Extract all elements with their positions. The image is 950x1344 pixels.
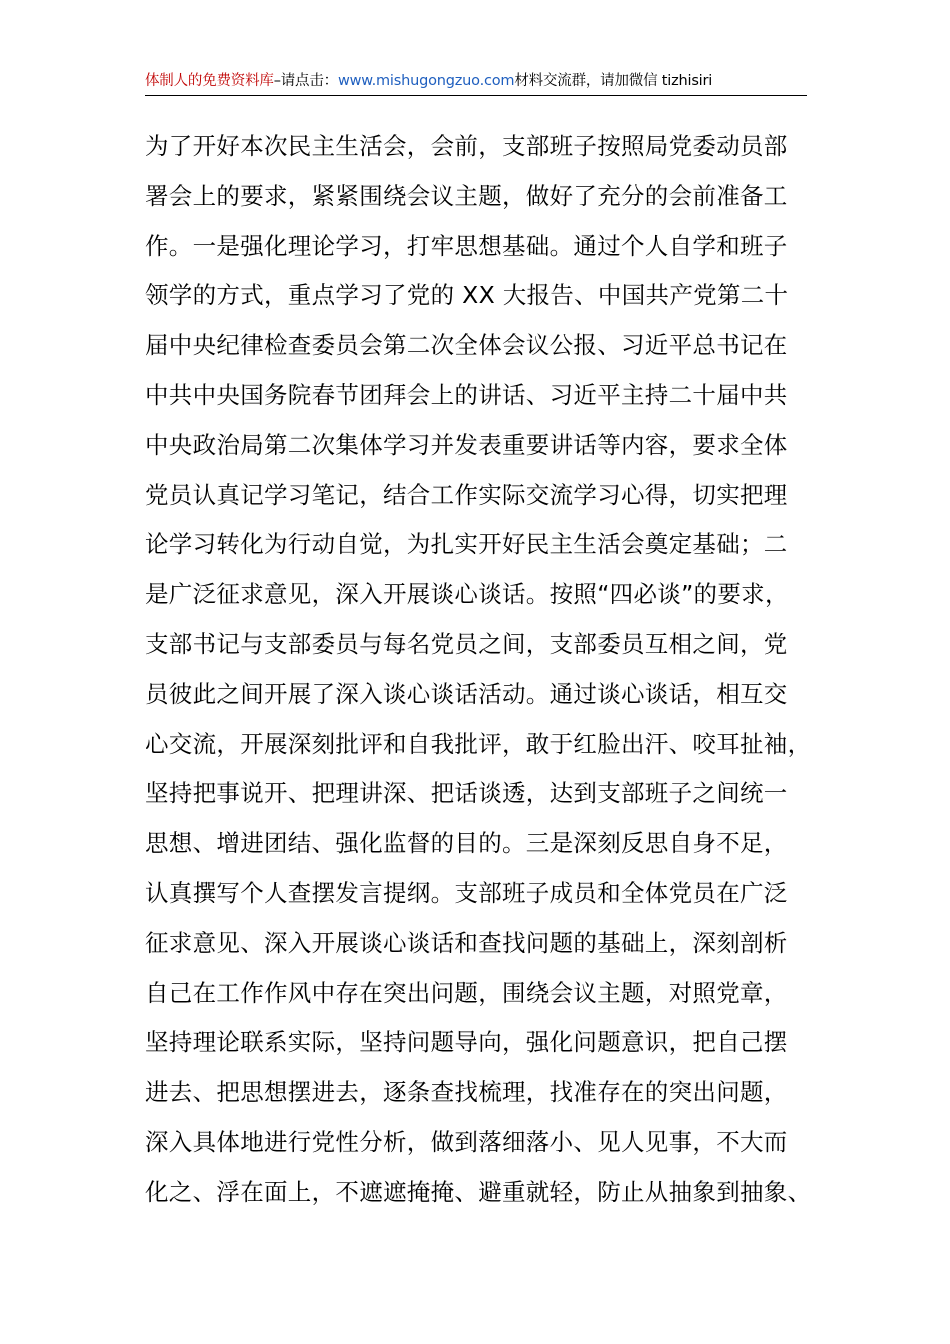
page-header [145, 68, 807, 94]
body-line: 为了开好本次民主生活会，会前，支部班子按照局党委动员部 [145, 132, 788, 160]
body-line: 思想、增进团结、强化监督的目的。三是深刻反思自身不足， [145, 829, 788, 858]
body-line: 作。一是强化理论学习，打牢思想基础。通过个人自学和班子 [145, 231, 788, 260]
body-line: 是广泛征求意见，深入开展谈心谈话。按照“四必谈”的要求， [145, 580, 789, 609]
body-line: 坚持理论联系实际，坚持问题导向，强化问题意识，把自己摆 [145, 1028, 788, 1057]
document-body [145, 122, 835, 1218]
body-line: 自己在工作作风中存在突出问题，围绕会议主题，对照党章， [145, 978, 788, 1007]
body-line: 认真撰写个人查摆发言提纲。支部班子成员和全体党员在广泛 [145, 878, 788, 907]
body-line: 支部书记与支部委员与每名党员之间，支部委员互相之间，党 [145, 629, 788, 658]
body-line: 署会上的要求，紧紧围绕会议主题，做好了充分的会前准备工 [145, 181, 788, 210]
header-divider [145, 95, 807, 96]
body-line: 论学习转化为行动自觉，为扎实开好民主生活会奠定基础；二 [145, 530, 788, 559]
contact-info: 材料交流群，请加微信 tizhisiri [514, 73, 713, 89]
body-line: 化之、浮在面上，不遮遮掩掩、避重就轻，防止从抽象到抽象、 [145, 1177, 812, 1206]
body-line: 届中央纪律检查委员会第二次全体会议公报、习近平总书记在 [145, 331, 788, 360]
body-line: 中央政治局第二次集体学习并发表重要讲话等内容，要求全体 [145, 430, 788, 459]
site-url-link[interactable]: www.mishugongzuo.com [337, 73, 515, 89]
body-line: 深入具体地进行党性分析，做到落细落小、见人见事，不大而 [145, 1127, 788, 1156]
site-name: 体制人的免费资料库 [145, 73, 274, 89]
body-line: 中共中央国务院春节团拜会上的讲话、习近平主持二十届中共 [145, 380, 788, 409]
body-line: 党员认真记学习笔记，结合工作实际交流学习心得，切实把理 [145, 480, 788, 509]
click-prompt: –请点击： [273, 73, 338, 89]
body-line: 征求意见、深入开展谈心谈话和查找问题的基础上，深刻剖析 [145, 928, 788, 957]
body-line: 领学的方式，重点学习了党的 XX 大报告、中国共产党第二十 [145, 281, 789, 310]
body-line: 进去、把思想摆进去，逐条查找梳理，找准存在的突出问题， [145, 1078, 788, 1107]
body-line: 坚持把事说开、把理讲深、把话谈透，达到支部班子之间统一 [145, 779, 788, 808]
body-line: 心交流，开展深刻批评和自我批评，敢于红脸出汗、咬耳扯袖， [145, 729, 812, 758]
body-line: 员彼此之间开展了深入谈心谈话活动。通过谈心谈话，相互交 [145, 679, 788, 708]
